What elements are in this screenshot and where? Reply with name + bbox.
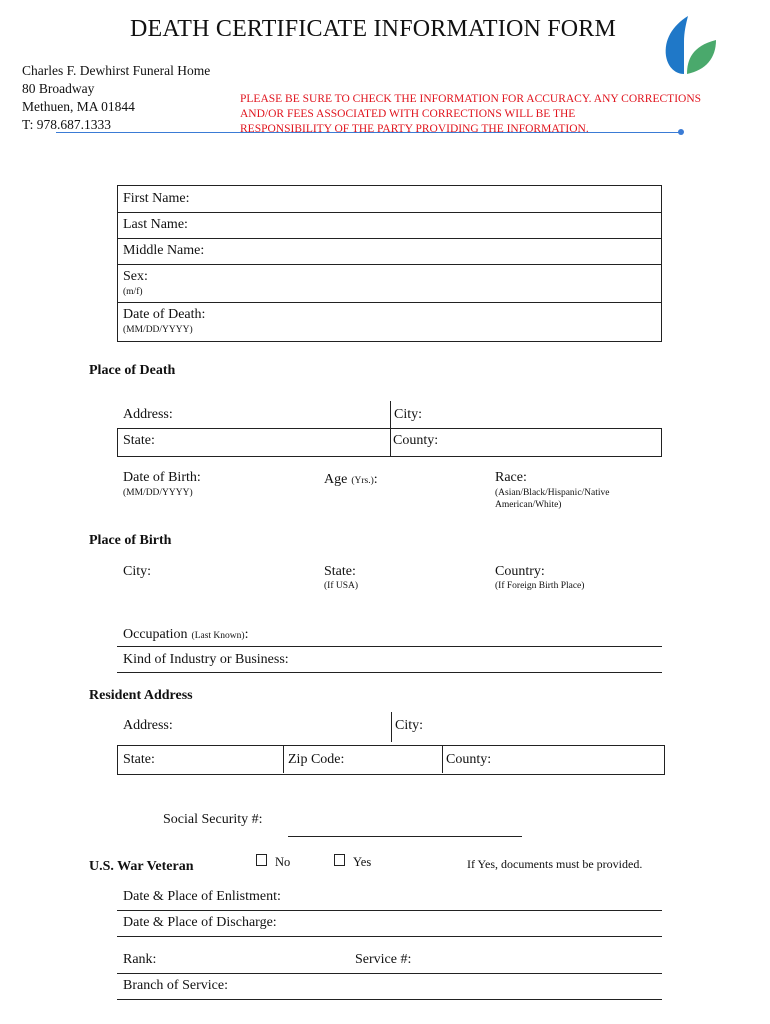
yes-checkbox[interactable] xyxy=(334,854,345,866)
veteran-yes-option[interactable] xyxy=(334,853,371,871)
discharge-field[interactable] xyxy=(117,912,662,936)
first-name-field[interactable] xyxy=(118,186,661,212)
veteran-note: If Yes, documents must be provided. xyxy=(467,857,643,871)
resident-address-label: Address: xyxy=(123,718,173,733)
funeral-home-phone: T: 978.687.1333 xyxy=(22,117,111,132)
occupation-label: Occupation (Last Known): xyxy=(123,627,249,642)
race-hint: (Asian/Black/Hispanic/Native xyxy=(495,488,610,498)
birth-city-field[interactable] xyxy=(117,562,277,586)
middle-name-label: Middle Name: xyxy=(123,243,205,258)
occupation-field[interactable] xyxy=(117,622,662,646)
resident-city-field[interactable] xyxy=(392,712,662,740)
resident-state-zip-county-row xyxy=(117,745,665,775)
occupation-underline xyxy=(117,646,662,647)
rank-field[interactable] xyxy=(117,949,347,973)
column-divider xyxy=(390,401,391,457)
resident-address-field[interactable] xyxy=(117,712,392,740)
sex-label: Sex: xyxy=(123,269,148,284)
last-name-field[interactable] xyxy=(118,212,661,238)
notice-line: AND/OR FEES ASSOCIATED WITH CORRECTIONS WILL BE THE xyxy=(240,108,576,120)
industry-underline xyxy=(117,672,662,673)
sex-field[interactable] xyxy=(118,264,661,302)
death-city-label: City: xyxy=(394,407,423,422)
death-county-field[interactable] xyxy=(390,429,660,456)
page-title: DEATH CERTIFICATE INFORMATION FORM xyxy=(130,16,617,42)
date-of-birth-field[interactable] xyxy=(117,468,277,502)
resident-state-field[interactable] xyxy=(118,746,282,773)
resident-zip-label: Zip Code: xyxy=(288,752,345,767)
industry-field[interactable] xyxy=(117,649,662,672)
birth-state-label: State: xyxy=(324,564,356,579)
veteran-no-option[interactable] xyxy=(256,853,290,871)
death-state-field[interactable] xyxy=(118,429,391,456)
birth-country-hint: (If Foreign Birth Place) xyxy=(495,581,585,591)
resident-zip-field[interactable] xyxy=(284,746,444,773)
branch-underline xyxy=(117,999,662,1000)
header-divider xyxy=(56,132,680,133)
no-checkbox[interactable] xyxy=(256,854,267,866)
date-of-death-hint: (MM/DD/YYYY) xyxy=(123,325,193,335)
header-divider-dot xyxy=(678,129,684,135)
resident-city-label: City: xyxy=(395,718,424,733)
enlistment-label: Date & Place of Enlistment: xyxy=(123,889,281,904)
death-address-field[interactable] xyxy=(117,401,390,429)
resident-state-label: State: xyxy=(123,752,155,767)
death-city-field[interactable] xyxy=(390,401,662,429)
sex-hint: (m/f) xyxy=(123,287,143,297)
column-divider xyxy=(391,712,392,742)
veteran-heading: U.S. War Veteran xyxy=(89,859,194,874)
rank-label: Rank: xyxy=(123,952,157,967)
date-of-death-label: Date of Death: xyxy=(123,307,206,322)
birth-country-label: Country: xyxy=(495,564,545,579)
no-label: No xyxy=(275,855,291,869)
place-of-death-table xyxy=(117,401,662,456)
ssn-underline xyxy=(288,836,522,837)
notice-line: PLEASE BE SURE TO CHECK THE INFORMATION FOR ACCURACY. ANY CORRECTIONS xyxy=(240,93,702,105)
race-field[interactable] xyxy=(490,468,660,514)
resident-county-field[interactable] xyxy=(443,746,663,773)
resident-county-label: County: xyxy=(446,752,492,767)
rank-underline xyxy=(117,973,662,974)
funeral-home-address xyxy=(22,62,210,134)
birth-country-field[interactable] xyxy=(490,562,660,596)
service-number-field[interactable] xyxy=(350,949,662,973)
branch-label: Branch of Service: xyxy=(123,978,228,993)
yes-label: Yes xyxy=(353,855,372,869)
date-of-birth-label: Date of Birth: xyxy=(123,470,201,485)
birth-state-field[interactable] xyxy=(320,562,460,596)
branch-field[interactable] xyxy=(117,975,662,999)
funeral-home-name: Charles F. Dewhirst Funeral Home xyxy=(22,63,211,78)
death-state-label: State: xyxy=(123,433,155,448)
ssn-label: Social Security #: xyxy=(163,812,263,827)
enlistment-underline xyxy=(117,910,662,911)
middle-name-field[interactable] xyxy=(118,238,661,264)
enlistment-field[interactable] xyxy=(117,886,662,910)
leaf-logo-icon xyxy=(660,12,718,78)
funeral-home-city: Methuen, MA 01844 xyxy=(22,99,135,114)
birth-city-label: City: xyxy=(123,564,152,579)
birth-state-hint: (If USA) xyxy=(324,581,359,591)
funeral-home-street: 80 Broadway xyxy=(22,81,95,96)
age-label: Age (Yrs.): xyxy=(324,472,378,487)
service-number-label: Service #: xyxy=(355,952,412,967)
date-of-birth-hint: (MM/DD/YYYY) xyxy=(123,488,193,498)
discharge-label: Date & Place of Discharge: xyxy=(123,915,277,930)
age-field[interactable] xyxy=(320,468,460,490)
personal-info-table xyxy=(117,185,662,342)
resident-address-heading: Resident Address xyxy=(89,688,193,703)
race-hint: American/White) xyxy=(495,500,562,510)
place-of-death-heading: Place of Death xyxy=(89,363,176,378)
notice-line: RESPONSIBILITY OF THE PARTY PROVIDING THE INFORMATION. xyxy=(240,123,589,135)
race-label: Race: xyxy=(495,470,527,485)
death-address-label: Address: xyxy=(123,407,173,422)
last-name-label: Last Name: xyxy=(123,217,188,232)
discharge-underline xyxy=(117,936,662,937)
industry-label: Kind of Industry or Business: xyxy=(123,652,289,667)
date-of-death-field[interactable] xyxy=(118,302,661,340)
first-name-label: First Name: xyxy=(123,191,190,206)
place-of-birth-heading: Place of Birth xyxy=(89,533,172,548)
ssn-field[interactable] xyxy=(288,812,522,836)
death-county-label: County: xyxy=(393,433,439,448)
